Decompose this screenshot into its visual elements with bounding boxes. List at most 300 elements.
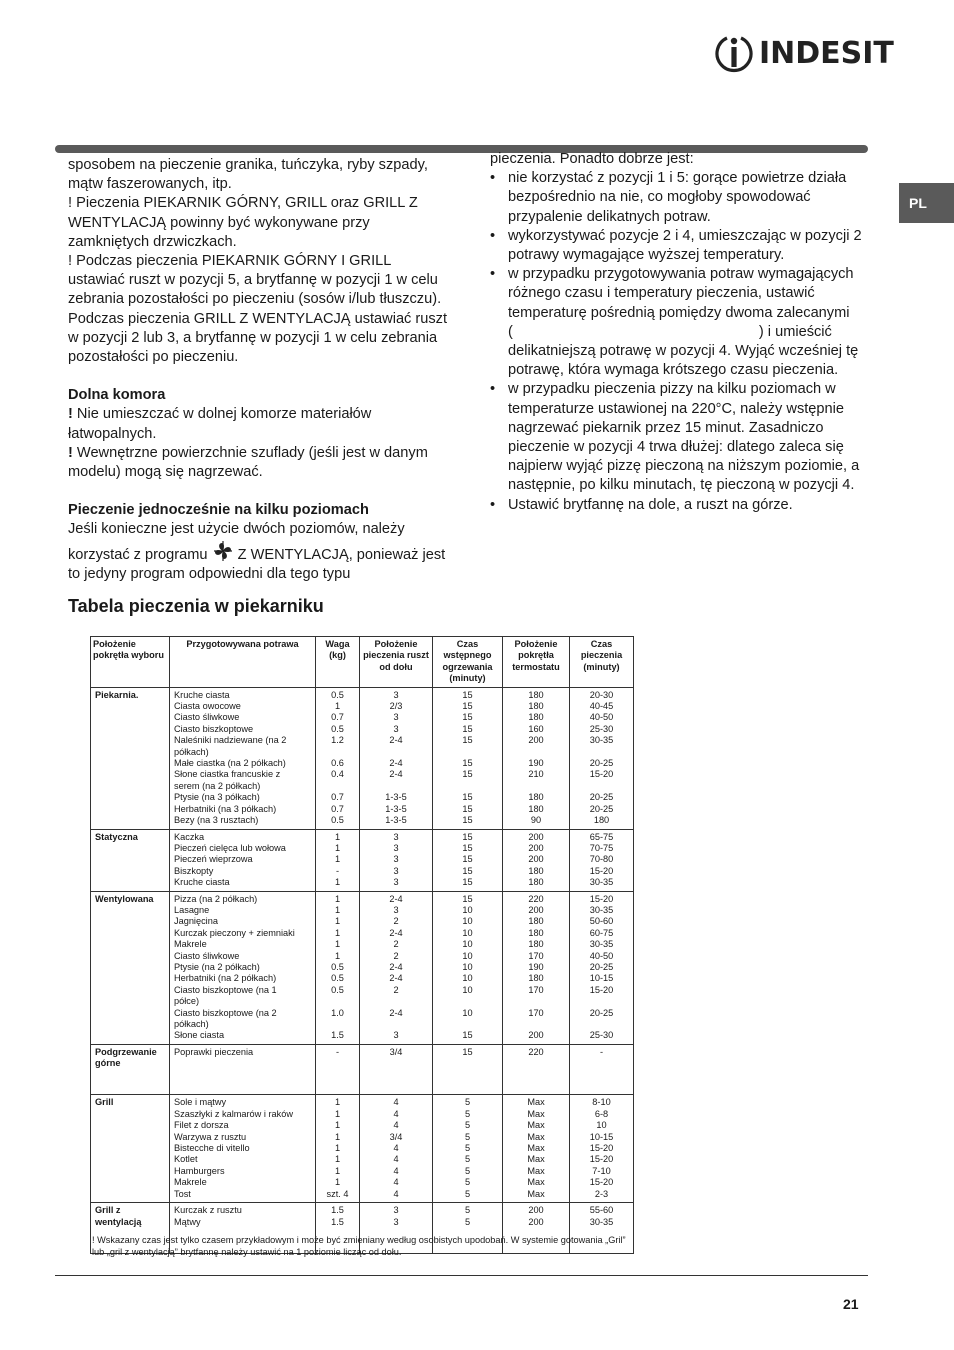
- cell-line: 5: [464, 1165, 471, 1176]
- cell-line: 4: [393, 1165, 399, 1176]
- cell-line: 4: [393, 1188, 399, 1199]
- cell-line: Makrele: [174, 1177, 207, 1188]
- cell-line: 1: [334, 1131, 341, 1142]
- temp-cell: [503, 891, 570, 1044]
- cell-line: 1: [334, 831, 341, 842]
- cell-line: [437, 1019, 498, 1030]
- mode-cell: Piekarnia.: [91, 687, 170, 829]
- cell-line: 15: [462, 712, 473, 723]
- cell-line: 1: [334, 927, 341, 938]
- cell-line: 15-20: [589, 984, 614, 995]
- cell-line: Słone ciastka francuskie z: [174, 769, 281, 780]
- header-cell: Położenie pieczenia ruszt od dołu: [360, 637, 433, 688]
- cell-line: 180: [528, 803, 544, 814]
- cell-line: 15: [462, 769, 473, 780]
- cell-line: Filet z dorsza: [174, 1120, 229, 1131]
- cell-line: Herbatniki (na 2 półkach): [174, 973, 277, 984]
- mode-cell: Wentylowana: [91, 891, 170, 1044]
- cell-line: Hamburgers: [174, 1165, 225, 1176]
- cell-line: 200: [528, 735, 544, 746]
- cell-line: Pieczeń wieprzowa: [174, 854, 253, 865]
- cell-line: 15-20: [589, 1154, 614, 1165]
- cell-line: 15: [462, 831, 473, 842]
- pos-cell: [360, 829, 433, 891]
- cell-line: 190: [528, 961, 544, 972]
- cell-line: -: [335, 1046, 340, 1057]
- cell-line: 3: [393, 831, 399, 842]
- cell-line: 15: [462, 877, 473, 888]
- cell-line: [437, 747, 498, 758]
- table-row: [91, 829, 634, 891]
- header-cell: Czas wstępnego ogrzewania (minuty): [433, 637, 503, 688]
- list-item: • nie korzystać z pozycji 1 i 5: gorące powietrze działa bezpośrednio na nie, co mogłoby spowodować przypalenie delikatnych potraw.: [490, 170, 847, 225]
- cell-line: 180: [528, 792, 544, 803]
- cell-line: półkach): [174, 1019, 209, 1029]
- cell-line: [320, 1058, 355, 1069]
- cell-line: 1.0: [331, 1007, 344, 1018]
- cell-line: [320, 781, 355, 792]
- cell-line: 180: [528, 877, 544, 888]
- cell-line: 20-25: [589, 1007, 614, 1018]
- cell-line: 10: [462, 916, 473, 927]
- cell-line: 1: [334, 1097, 341, 1108]
- cell-line: 2: [393, 939, 399, 950]
- cell-line: [507, 1081, 565, 1092]
- cell-line: 160: [528, 723, 544, 734]
- cell-line: 6-8: [594, 1108, 609, 1119]
- cell-line: 1: [334, 842, 341, 853]
- cell-line: Max: [527, 1188, 545, 1199]
- cell-line: 200: [528, 1205, 544, 1216]
- cell-line: 1: [334, 1177, 341, 1188]
- cell-line: półce): [174, 996, 200, 1007]
- cell-line: 200: [528, 1030, 544, 1041]
- cell-line: 25-30: [589, 723, 614, 734]
- cell-line: 65-75: [589, 831, 614, 842]
- cell-line: 55-60: [589, 1205, 614, 1216]
- cell-line: 180: [528, 973, 544, 984]
- pre-cell: [433, 1095, 503, 1203]
- pre-cell: [433, 1044, 503, 1095]
- cell-line: [507, 1070, 565, 1081]
- header-cell: Położenie pokrętła termostatu: [503, 637, 570, 688]
- cell-line: 3: [393, 854, 399, 865]
- cell-line: szt. 4: [326, 1188, 349, 1199]
- cell-line: 4: [393, 1108, 399, 1119]
- cell-line: [174, 1070, 311, 1081]
- cell-line: Warzywa z rusztu: [174, 1131, 247, 1142]
- cell-line: 1.5: [331, 1205, 344, 1216]
- cell-line: 2-4: [389, 769, 403, 780]
- cell-line: 0.7: [331, 792, 344, 803]
- cell-line: [320, 996, 355, 1007]
- cell-line: 5: [464, 1143, 471, 1154]
- cell-line: 5: [464, 1131, 471, 1142]
- mode-cell: Statyczna: [91, 829, 170, 891]
- cell-line: Lasagne: [174, 904, 210, 915]
- cell-line: 3/4: [389, 1131, 403, 1142]
- page-number: 21: [843, 1296, 859, 1312]
- cell-line: 0.5: [331, 689, 344, 700]
- warning-mark: !: [68, 406, 73, 423]
- cell-line: 1: [334, 854, 341, 865]
- cell-line: 4: [393, 1154, 399, 1165]
- cell-line: [174, 1081, 311, 1092]
- cell-line: Ciasto biszkoptowe (na 2: [174, 1007, 277, 1018]
- time-cell: [570, 1044, 634, 1095]
- section-heading: Pieczenie jednocześnie na kilku poziomach: [68, 502, 369, 519]
- cell-line: 15: [462, 893, 473, 904]
- table-row: [91, 891, 634, 1044]
- cell-line: 40-50: [589, 950, 614, 961]
- cell-line: 8-10: [592, 1097, 611, 1108]
- cell-line: 15: [462, 815, 473, 826]
- cell-line: Poprawki pieczenia: [174, 1046, 254, 1057]
- cell-line: [320, 1081, 355, 1092]
- cell-line: [437, 1081, 498, 1092]
- cell-line: 50-60: [589, 916, 614, 927]
- cell-line: 2: [393, 916, 399, 927]
- cell-line: -: [335, 865, 340, 876]
- cell-line: [507, 996, 565, 1007]
- cell-line: 15: [462, 758, 473, 769]
- paragraph: ! Wewnętrzne powierzchnie szuflady (jeśli jest w danym modelu) mogą się nagrzewać.: [68, 444, 428, 481]
- cell-line: Słone ciasta: [174, 1030, 225, 1041]
- cell-line: Mątwy: [174, 1216, 201, 1227]
- cell-line: Szaszłyki z kalmarów i raków: [174, 1108, 293, 1119]
- cell-line: Kotlet: [174, 1154, 198, 1165]
- cell-line: 2: [393, 950, 399, 961]
- cell-line: 20-25: [589, 803, 614, 814]
- cell-line: 220: [528, 1046, 544, 1057]
- cell-line: [320, 747, 355, 758]
- cell-line: 2: [393, 984, 399, 995]
- cell-line: 15: [462, 701, 473, 712]
- cell-line: 2-4: [389, 973, 403, 984]
- cell-line: Bezy (na 3 rusztach): [174, 815, 259, 826]
- cell-line: Max: [527, 1131, 545, 1142]
- table-row: [91, 1044, 634, 1095]
- temp-cell: [503, 1095, 570, 1203]
- cell-line: 90: [530, 815, 542, 826]
- list-item: • Ustawić brytfannę na dole, a ruszt na górze.: [490, 496, 793, 513]
- cell-line: 5: [464, 1216, 471, 1227]
- paragraph: ! Nie umieszczać w dolnej komorze materiałów łatwopalnych.: [68, 406, 372, 442]
- cell-line: 1-3-5: [385, 803, 407, 814]
- cell-line: 180: [528, 939, 544, 950]
- cell-line: 170: [528, 984, 544, 995]
- cell-line: [437, 1058, 498, 1069]
- cell-line: 2-4: [389, 1007, 403, 1018]
- table-row: [91, 1095, 634, 1203]
- cell-line: 10: [462, 950, 473, 961]
- cell-line: 15: [462, 735, 473, 746]
- cell-line: Biszkopty: [174, 865, 214, 876]
- cell-line: 70-75: [589, 842, 614, 853]
- weight-cell: [316, 1044, 360, 1095]
- cell-line: Ciasto śliwkowe: [174, 950, 240, 961]
- cell-line: 15-20: [589, 1143, 614, 1154]
- cell-line: 15: [462, 723, 473, 734]
- cell-line: 5: [464, 1177, 471, 1188]
- cell-line: 4: [393, 1097, 399, 1108]
- cell-line: Kurczak pieczony + ziemniaki: [174, 927, 295, 938]
- cell-line: [574, 781, 629, 792]
- cell-line: 3: [393, 712, 399, 723]
- cell-line: 15: [462, 842, 473, 853]
- cell-line: 1: [334, 701, 341, 712]
- cell-line: Bistecche di vitello: [174, 1143, 250, 1154]
- cell-line: 2-4: [389, 758, 403, 769]
- cell-line: 15: [462, 854, 473, 865]
- footnote: ! Wskazany czas jest tylko czasem przykładowym i może być zmieniany według osobistych upodobań. W systemie gotowania „Gril” lub „gril z wentylacją” brytfannę należy ustawić na 1 poziomie licząc od dołu.: [92, 1235, 626, 1257]
- cell-line: [437, 781, 498, 792]
- list-item: • w przypadku przygotowywania potraw wymagających różnego czasu i temperatury pieczenia, ustawić temperaturę pośrednią pomiędzy dwoma zalecanymi ( ) i umieścić delikatniejszą potrawę w pozycji 4. Wyjąć wcześniej tę potrawę, która wymaga krótszego czasu pieczenia.: [490, 266, 859, 379]
- cell-line: 10-15: [589, 973, 614, 984]
- cell-line: [437, 1070, 498, 1081]
- cell-line: półkach): [174, 746, 209, 757]
- cell-line: 3/4: [389, 1046, 403, 1057]
- cell-line: 1: [334, 1165, 341, 1176]
- food-cell: [170, 1044, 316, 1095]
- right-column: [490, 150, 870, 515]
- cell-line: [364, 781, 428, 792]
- cell-line: -: [599, 1046, 604, 1057]
- cell-line: 2/3: [389, 701, 403, 712]
- language-tab: PL: [899, 183, 954, 223]
- cell-line: 15: [462, 689, 473, 700]
- cell-line: 5: [464, 1205, 471, 1216]
- cell-line: 190: [528, 758, 544, 769]
- cell-line: Ptysie (na 3 półkach): [174, 792, 260, 803]
- baking-table: [90, 636, 634, 1254]
- cell-line: 3: [393, 723, 399, 734]
- cell-line: 5: [464, 1108, 471, 1119]
- food-cell: [170, 829, 316, 891]
- cell-line: 1: [334, 904, 341, 915]
- cell-line: 60-75: [589, 927, 614, 938]
- pos-cell: [360, 1044, 433, 1095]
- cell-line: [364, 1019, 428, 1030]
- cell-line: 10: [462, 927, 473, 938]
- cell-line: 1.5: [331, 1216, 344, 1227]
- cell-line: 200: [528, 842, 544, 853]
- food-cell: [170, 1095, 316, 1203]
- cell-line: 220: [528, 893, 544, 904]
- cell-line: 20-25: [589, 758, 614, 769]
- cell-line: 0.4: [331, 769, 344, 780]
- cell-line: [574, 1081, 629, 1092]
- cell-line: 30-35: [589, 904, 614, 915]
- cell-line: Małe ciastka (na 2 półkach): [174, 758, 286, 769]
- table-header-row: [91, 637, 634, 688]
- cell-line: 10: [462, 939, 473, 950]
- cell-line: Pizza (na 2 półkach): [174, 893, 258, 904]
- cell-line: Makrele: [174, 939, 207, 950]
- paragraph: Jeśli konieczne jest użycie dwóch poziomów, należy korzystać z programu Z WENTYLACJĄ, ponieważ jest to jedyny program odpowiedni dla tego typu: [68, 521, 446, 582]
- cell-line: [507, 1058, 565, 1069]
- cell-line: [364, 1070, 428, 1081]
- cell-line: 10: [462, 904, 473, 915]
- cell-line: 4: [393, 1177, 399, 1188]
- cell-line: 3: [393, 904, 399, 915]
- cell-line: Ptysie (na 2 półkach): [174, 961, 260, 972]
- cell-line: 15: [462, 1046, 473, 1057]
- header-cell: Przygotowywana potrawa: [170, 637, 316, 688]
- weight-cell: [316, 1095, 360, 1203]
- pre-cell: [433, 829, 503, 891]
- cell-line: 20-25: [589, 961, 614, 972]
- mode-cell: Grill: [91, 1095, 170, 1203]
- brand-logo: [715, 32, 894, 74]
- cell-line: 1: [334, 1120, 341, 1131]
- cell-line: 3: [393, 1030, 399, 1041]
- cell-line: 3: [393, 1216, 399, 1227]
- cell-line: [574, 996, 629, 1007]
- cell-line: 1.5: [331, 1030, 344, 1041]
- paragraph: ! Pieczenia PIEKARNIK GÓRNY, GRILL oraz GRILL Z WENTYLACJĄ powinny być wykonywane przy zamkniętych drzwiczkach.: [68, 195, 418, 250]
- fan-icon: [212, 540, 234, 562]
- cell-line: 30-35: [589, 939, 614, 950]
- cell-line: 170: [528, 1007, 544, 1018]
- cell-line: [574, 1070, 629, 1081]
- cell-line: [364, 996, 428, 1007]
- cell-line: 15: [462, 1030, 473, 1041]
- cell-line: 30-35: [589, 1216, 614, 1227]
- cell-line: Kaczka: [174, 831, 205, 842]
- pos-cell: [360, 891, 433, 1044]
- cell-line: 3: [393, 689, 399, 700]
- cell-line: 3: [393, 842, 399, 853]
- brand-name: INDESIT: [759, 35, 894, 71]
- weight-cell: [316, 829, 360, 891]
- cell-line: [574, 1019, 629, 1030]
- cell-line: 180: [528, 701, 544, 712]
- time-cell: [570, 829, 634, 891]
- cell-line: 3: [393, 1205, 399, 1216]
- cell-line: 70-80: [589, 854, 614, 865]
- cell-line: 210: [528, 769, 544, 780]
- cell-line: [507, 781, 565, 792]
- cell-line: 30-35: [589, 735, 614, 746]
- cell-line: 10: [462, 973, 473, 984]
- temp-cell: [503, 687, 570, 829]
- cell-line: 180: [593, 815, 610, 826]
- cell-line: Max: [527, 1177, 545, 1188]
- cell-line: 200: [528, 854, 544, 865]
- cell-line: Jagnięcina: [174, 916, 218, 927]
- cell-line: 10: [462, 961, 473, 972]
- cell-line: 2-4: [389, 961, 403, 972]
- header-cell: Czas pieczenia (minuty): [570, 637, 634, 688]
- cell-line: 20-25: [589, 792, 614, 803]
- warning-mark: !: [68, 444, 73, 461]
- cell-line: 1-3-5: [385, 792, 407, 803]
- cell-line: Tost: [174, 1188, 191, 1199]
- cell-line: 170: [528, 950, 544, 961]
- pos-cell: [360, 1095, 433, 1203]
- cell-line: Pieczeń cielęca lub wołowa: [174, 842, 286, 853]
- cell-line: 3: [393, 877, 399, 888]
- cell-line: 2-4: [389, 927, 403, 938]
- cell-line: 200: [528, 1216, 544, 1227]
- cell-line: 1: [334, 939, 341, 950]
- cell-line: 15: [462, 803, 473, 814]
- temp-cell: [503, 829, 570, 891]
- time-cell: [570, 687, 634, 829]
- indesit-i-icon: [715, 32, 753, 74]
- cell-line: 1-3-5: [385, 815, 407, 826]
- cell-line: [320, 1019, 355, 1030]
- cell-line: 10-15: [589, 1131, 614, 1142]
- cell-line: Max: [527, 1154, 545, 1165]
- cell-line: [364, 747, 428, 758]
- header-cell: Położenie pokrętła wyboru: [91, 637, 170, 688]
- paragraph: ! Podczas pieczenia PIEKARNIK GÓRNY I GRILL ustawiać ruszt w pozycji 5, a brytfannę w pozycji 1 w celu zebrania pozostałości po pieczeniu (sosów i/lub tłuszczu). Podczas pieczenia GRILL Z WENTYLACJĄ ustawiać ruszt w pozycji 2 lub 3, a brytfannę w pozycji 1 w celu zebrania pozostałości po pieczeniu.: [68, 253, 448, 366]
- section-heading: Dolna komora: [68, 387, 166, 404]
- time-cell: [570, 891, 634, 1044]
- cell-line: 200: [528, 831, 544, 842]
- time-cell: [570, 1095, 634, 1203]
- cell-line: 180: [528, 927, 544, 938]
- cell-line: serem (na 2 półkach): [174, 780, 261, 791]
- cell-line: 3: [393, 865, 399, 876]
- cell-line: 180: [528, 865, 544, 876]
- cell-line: 1: [334, 1108, 341, 1119]
- cell-line: 15-20: [589, 893, 614, 904]
- cell-line: Herbatniki (na 3 półkach): [174, 803, 277, 814]
- cell-line: Ciasto śliwkowe: [174, 712, 240, 723]
- list-item: • w przypadku pieczenia pizzy na kilku poziomach w temperaturze ustawionej na 220°C, należy wstępnie nagrzewać piekarnik przez 15 minut. Zasadniczo pieczenie w pozycji 4 trwa dłużej: dlatego zaleca się najpierw wyjąć pizzę pieczoną na niższym poziomie, a następnie, po kilku minutach, tę pieczoną w pozycji 4.: [490, 381, 860, 494]
- cell-line: Max: [527, 1097, 545, 1108]
- cell-line: 0.5: [331, 723, 344, 734]
- cell-line: 15-20: [589, 769, 614, 780]
- cell-line: 5: [464, 1097, 471, 1108]
- cell-line: [574, 1058, 629, 1069]
- cell-line: 4: [393, 1143, 399, 1154]
- cell-line: [174, 1058, 311, 1069]
- cell-line: 4: [393, 1120, 399, 1131]
- cell-line: Sole i mątwy: [174, 1097, 227, 1108]
- cell-line: 15-20: [589, 865, 614, 876]
- cell-line: Ciasta owocowe: [174, 701, 241, 712]
- weight-cell: [316, 687, 360, 829]
- cell-line: [507, 747, 565, 758]
- cell-line: 2-4: [389, 893, 403, 904]
- cell-line: Max: [527, 1143, 545, 1154]
- header-cell: Waga (kg): [316, 637, 360, 688]
- cell-line: 2-3: [594, 1188, 609, 1199]
- cell-line: 180: [528, 712, 544, 723]
- cell-line: 0.5: [331, 815, 344, 826]
- cell-line: 0.5: [331, 984, 344, 995]
- cell-line: 0.5: [331, 961, 344, 972]
- cell-line: Kruche ciasta: [174, 689, 230, 700]
- cell-line: [574, 747, 629, 758]
- paragraph: sposobem na pieczenie granika, tuńczyka, ryby szpady, mątw faszerowanych, itp.: [68, 157, 428, 193]
- table-row: [91, 687, 634, 829]
- mode-cell: Podgrzewanie górne: [91, 1044, 170, 1095]
- cell-line: 30-35: [589, 877, 614, 888]
- cell-line: 10: [462, 984, 473, 995]
- cell-line: Naleśniki nadziewane (na 2: [174, 735, 287, 746]
- pre-cell: [433, 687, 503, 829]
- mode-cell: Grill z wentylacją: [91, 1203, 170, 1254]
- cell-line: 25-30: [589, 1030, 614, 1041]
- cell-line: 7-10: [592, 1165, 611, 1176]
- cell-line: 0.7: [331, 803, 344, 814]
- cell-line: 20-30: [589, 689, 614, 700]
